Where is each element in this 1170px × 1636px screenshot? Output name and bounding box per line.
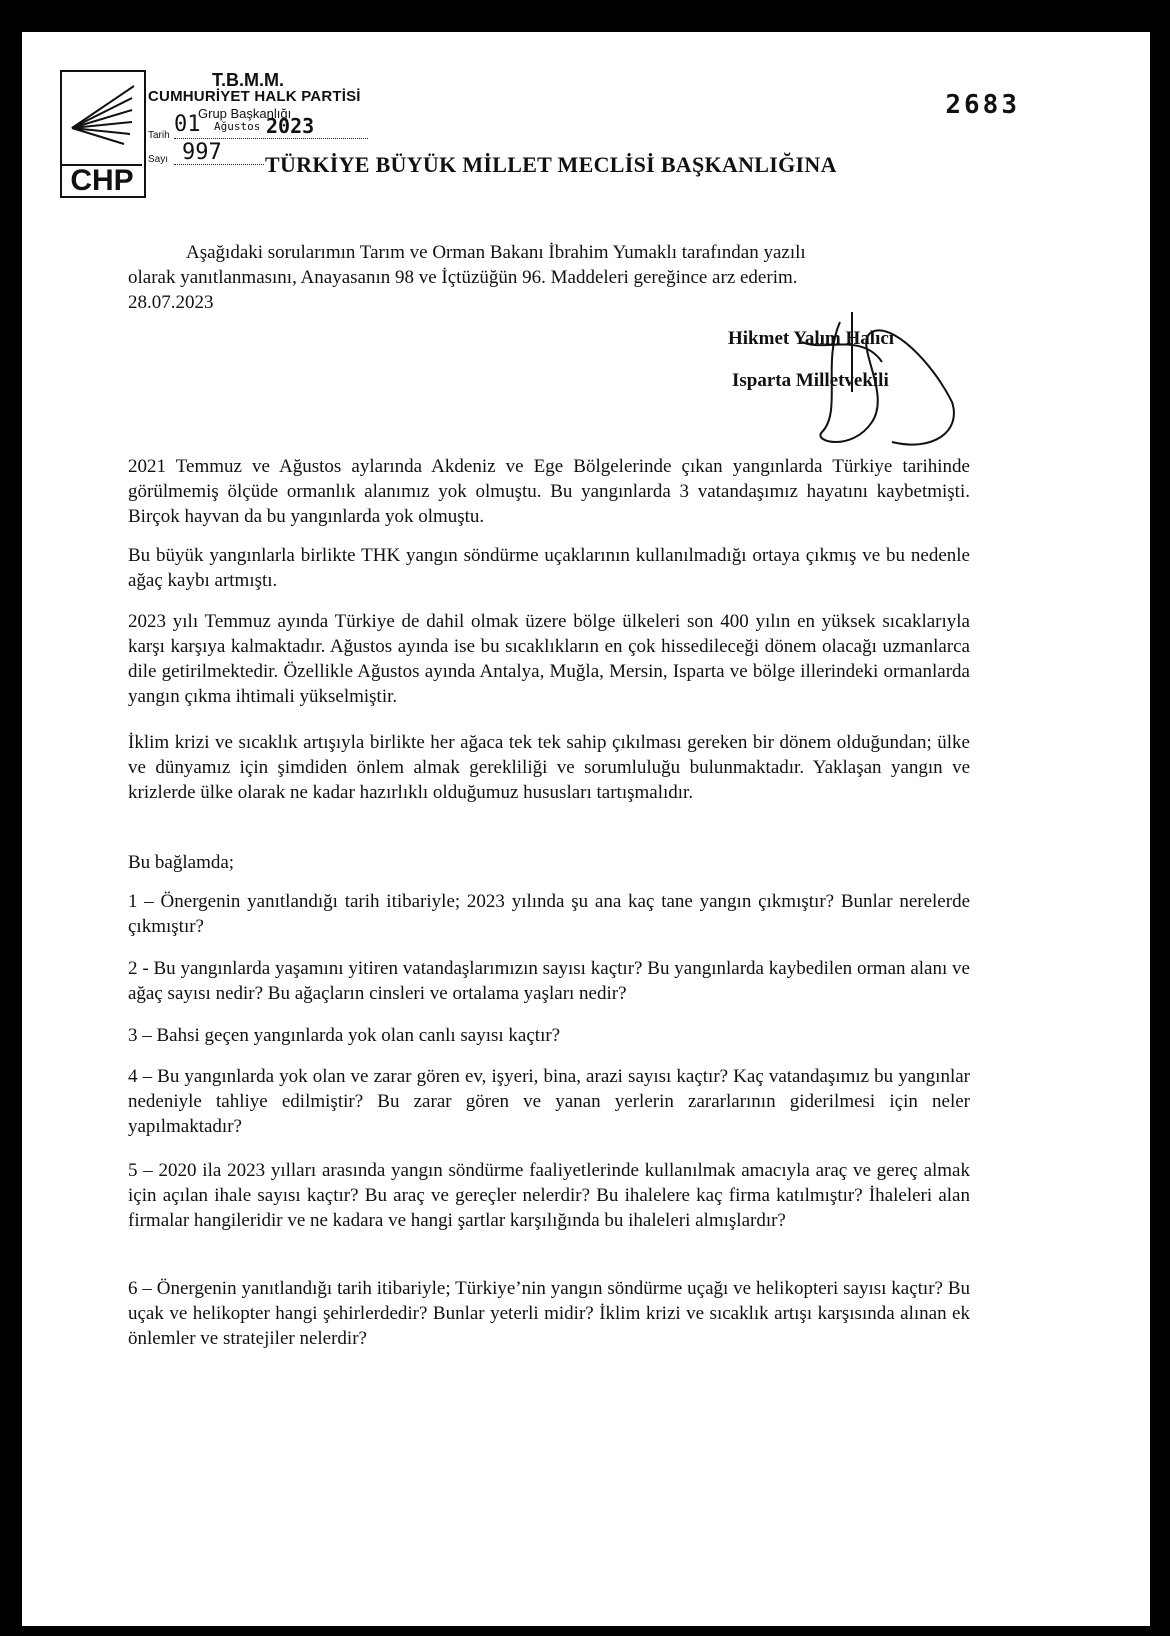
number-line	[174, 140, 264, 165]
stamp-group: Grup Başkanlığı	[198, 106, 292, 121]
question-2: 2 - Bu yangınlarda yaşamını yitiren vatandaşlarımızın sayısı kaçtır? Bu yangınlarda kaybedilen orman alanı ve ağaç sayısı nedir? Bu ağaçların cinsleri ve ortalama yaşları nedir?	[128, 958, 970, 1004]
paragraph-2: Bu büyük yangınlarla birlikte THK yangın söndürme uçaklarının kullanılmadığı ortaya çıkmış ve bu nedenle ağaç kaybı artmıştı.	[128, 545, 970, 591]
document-heading: TÜRKİYE BÜYÜK MİLLET MECLİSİ BAŞKANLIĞINA	[265, 152, 837, 177]
intro-date: 28.07.2023	[128, 292, 214, 313]
question-4: 4 – Bu yangınlarda yok olan ve zarar gören ev, işyeri, bina, arazi sayısı kaçtır? Kaç vatandaşımız bu yangınlar nedeniyle tahliye edilmiştir? Bu zarar gören ve yanan yerlerin zararlarının giderilmesi için neler yapılmaktadır?	[128, 1066, 970, 1137]
number-value: 997	[182, 140, 222, 165]
date-label: Tarih	[148, 130, 170, 141]
date-month: Ağustos	[214, 120, 261, 133]
date-day: 01	[174, 112, 201, 137]
paragraph-1: 2021 Temmuz ve Ağustos aylarında Akdeniz ve Ege Bölgelerinde çıkan yangınlarda Türkiye tarihinde görülmemiş ölçüde ormanlık alanımız yok olmuştu. Bu yangınlarda 3 vatandaşımız hayatını kaybetmişti. Birçok hayvan da bu yangınlarda yok olmuştu.	[128, 456, 970, 527]
question-6: 6 – Önergenin yanıtlandığı tarih itibariyle; Türkiye’nin yangın söndürme uçağı ve helikopteri sayısı kaçtır? Bu uçak ve helikopter hangi şehirlerdedir? Bunlar yeterli midir? İklim krizi ve sıcaklık artışı karşısında alınan ek önlemler ve stratejiler nelerdir?	[128, 1278, 970, 1349]
chp-arrows-icon	[66, 76, 138, 146]
chp-logo	[60, 70, 146, 198]
paragraph-3: 2023 yılı Temmuz ayında Türkiye de dahil olmak üzere bölge ülkeleri son 400 yılın en yüksek sıcaklarıyla karşı karşıya kalmaktadır. Ağustos ayında ise bu sıcaklıkların en çok hissedileceği dönem olacağı uzmanlarca dile getirilmektedir. Özellikle Ağustos ayında Antalya, Muğla, Mersin, Isparta ve bölge illerindeki ormanlarda yangın çıkma ihtimali yükselmiştir.	[128, 611, 970, 707]
question-5: 5 – 2020 ila 2023 yılları arasında yangın söndürme faaliyetlerinde kullanılmak amacıyla araç ve gereç almak için açılan ihale sayısı kaçtır? Bu araç ve gereçler nelerdir? Bu ihalelere kaç firma katılmıştır? İhaleleri alan firmalar hangileridir ve ne kadara ve hangi şartlar karşılığında bu ihaleleri almışlardır?	[128, 1160, 970, 1231]
question-3: 3 – Bahsi geçen yangınlarda yok olan canlı sayısı kaçtır?	[128, 1025, 561, 1046]
date-line	[174, 112, 368, 139]
number-label: Sayı	[148, 154, 169, 165]
intro-line2: olarak yanıtlanmasını, Anayasanın 98 ve İçtüzüğün 96. Maddeleri gereğince arz ederim.	[128, 267, 798, 288]
document-number: 2683	[945, 90, 1020, 120]
signatory-title: Isparta Milletvekili	[732, 370, 889, 391]
signature-scribble	[782, 302, 972, 462]
stamp-party: CUMHURİYET HALK PARTİSİ	[148, 88, 361, 105]
logo-text: CHP	[62, 164, 142, 196]
date-year: 2023	[266, 114, 315, 138]
document-page	[22, 32, 1150, 1626]
signatory-name: Hikmet Yalım Halıcı	[728, 328, 895, 349]
stamp-tbmm: T.B.M.M.	[212, 70, 284, 90]
intro-line1: Aşağıdaki sorularımın Tarım ve Orman Bakanı İbrahim Yumaklı tarafından yazılı	[186, 242, 806, 263]
paragraph-5: Bu bağlamda;	[128, 852, 235, 873]
paragraph-4: İklim krizi ve sıcaklık artışıyla birlikte her ağaca tek tek sahip çıkılması gereken bir dönem olduğundan; ülke ve dünyamız için şimdiden önlem almak gerekliliği ve sorumluluğu bulunmaktadır. Yaklaşan yangın ve krizlerde ülke olarak ne kadar hazırlıklı olduğumuz hususları tartışmalıdır.	[128, 732, 970, 803]
question-1: 1 – Önergenin yanıtlandığı tarih itibariyle; 2023 yılında şu ana kaç tane yangın çıkmıştır? Bunlar nerelerde çıkmıştır?	[128, 891, 970, 937]
